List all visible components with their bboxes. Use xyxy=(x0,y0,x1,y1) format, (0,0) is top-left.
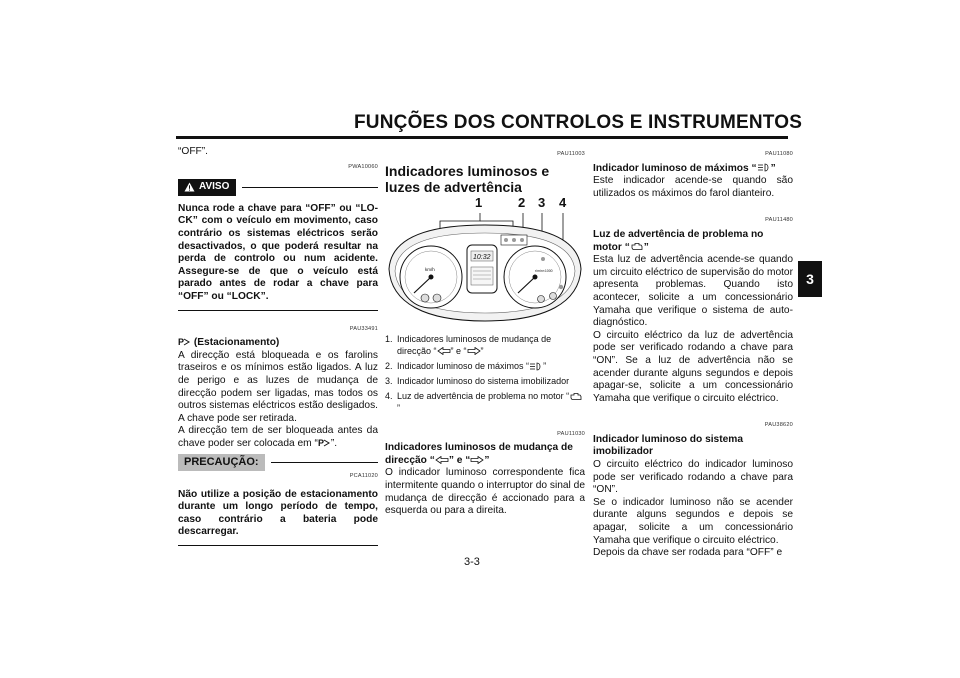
column-2 xyxy=(385,146,585,518)
caution-header xyxy=(178,454,378,471)
code-label: PAU38620 xyxy=(764,422,793,429)
immobilizer-text-2: Se o indicador luminoso não se acender durante alguns segundos e depois se apagar, solicite a um concessionário Yamaha que verifique o circuito eléctrico. xyxy=(593,496,793,546)
column-1 xyxy=(178,146,378,558)
parking-icon xyxy=(318,438,331,448)
column-3 xyxy=(593,146,793,560)
turn-left-icon xyxy=(437,347,451,355)
code-label: PAU11480 xyxy=(765,217,793,224)
warning-badge xyxy=(178,179,236,196)
engine-warning-icon xyxy=(569,392,583,401)
caution-text: Não utilize a posição de estacionamento durante um longo período de tempo, caso contrário a bateria pode descarregar. xyxy=(178,488,378,538)
warning-bottom-rule xyxy=(178,310,378,311)
caution-rule xyxy=(271,462,378,463)
high-beam-text: Este indicador acende-se quando são utilizados os máximos do farol dianteiro. xyxy=(593,175,793,199)
page-title: FUNÇÕES DOS CONTROLOS E INSTRUMENTOS xyxy=(354,112,803,133)
chapter-tab: 3 xyxy=(798,261,822,297)
speed-unit: km/h xyxy=(425,266,435,272)
code-label: PAU11030 xyxy=(557,430,585,437)
parking-icon xyxy=(178,337,191,347)
warning-text: Nunca rode a chave para “OFF” ou “LO-CK” com o veículo em movimento, caso contrário os sistemas eléctricos serão desactivados, o que poderá resultar na perda de controlo ou num acidente. Assegure-se de que o veículo está parado antes de rodar a chave para “OFF” ou “LOCK”. xyxy=(178,202,378,302)
instrument-panel-drawing xyxy=(385,194,585,327)
warning-rule xyxy=(242,187,378,188)
warning-label: AVISO xyxy=(199,181,230,193)
svg-text:P: P xyxy=(317,438,324,449)
turn-signal-title: Indicadores luminosos de mudança de direcção “ ” e “ ” xyxy=(385,442,573,466)
figure-legend xyxy=(385,333,585,414)
engine-warning-text-1: Esta luz de advertência acende-se quando um circuito eléctrico de supervisão do motor apresenta problemas. Quando isto acontecer, solicite a um concessionário Yamaha que verifique o sistema de auto-diagnóstico. xyxy=(593,254,793,329)
code-label: PWA10060 xyxy=(348,163,378,170)
high-beam-title: Indicador luminoso de máximos “ ” xyxy=(593,162,776,174)
callout-3: 3 xyxy=(538,194,546,210)
engine-warning-text-2: O circuito eléctrico da luz de advertência pode ser verificado rodando a chave para “ON”. Se a luz de advertência não se acender durante alguns segundos e depois apagar-se, solicite a um concessionário Yamaha que verifique o circuito eléctrico. xyxy=(593,329,793,404)
code-label: PCA11020 xyxy=(349,473,378,480)
legend-item: 2. Indicador luminoso de máximos “ ” xyxy=(385,360,547,371)
high-beam-icon xyxy=(529,362,543,371)
callout-2: 2 xyxy=(518,194,526,210)
immobilizer-title: Indicador luminoso do sistema imobilizador xyxy=(593,433,744,458)
parking-text-2: A direcção tem de ser bloqueada antes da chave poder ser colocada em “ P ”. xyxy=(178,425,378,449)
legend-item: 1. Indicadores luminosos de mudança de direcção “ ” e “ ” xyxy=(385,333,552,356)
immobilizer-text-1: O circuito eléctrico do indicador luminoso pode ser verificado rodando a chave para “ON”. xyxy=(593,459,793,496)
instrument-panel-figure xyxy=(385,194,585,327)
engine-warning-icon xyxy=(630,242,644,251)
warning-header xyxy=(178,179,378,196)
turn-left-icon xyxy=(435,456,449,464)
code-label: PAU33491 xyxy=(349,325,378,332)
turn-signal-text: O indicador luminoso correspondente fica intermitente quando o interruptor do sinal de mudança de direcção é accionado para a esquerda ou para a direita. xyxy=(385,467,585,517)
clock-display: 10:32 xyxy=(473,253,491,261)
immobilizer-text-3: Depois da chave ser rodada para “OFF” e xyxy=(593,547,783,559)
code-label: PAU11003 xyxy=(557,151,585,157)
code-label: PAU11080 xyxy=(765,151,793,157)
legend-item: 4. Luz de advertência de problema no motor “” xyxy=(385,390,585,414)
tacho-unit: r/min×1000 xyxy=(535,268,553,273)
svg-text:P: P xyxy=(178,337,185,348)
parking-text-1: A direcção está bloqueada e os farolins traseiros e os mínimos estão ligados. A luz de perigo e as luzes de mudança de direcção podem ser ligadas, mas todos os outros sistemas eléctricos estão desligados. A chave pode ser retirada. xyxy=(178,349,378,424)
engine-warning-title: Luz de advertência de problema no motor “ ” xyxy=(593,228,764,253)
callout-1: 1 xyxy=(475,194,483,210)
turn-right-icon xyxy=(470,456,484,464)
high-beam-icon xyxy=(757,163,771,172)
section-title: Indicadores luminosos e luzes de advertência xyxy=(385,162,550,195)
caution-bottom-rule xyxy=(178,545,378,546)
page-number: 3-3 xyxy=(464,556,480,568)
warning-triangle-icon xyxy=(184,182,195,192)
callout-4: 4 xyxy=(559,194,567,210)
parking-title: P (Estacionamento) xyxy=(178,337,280,349)
legend-item: 3. Indicador luminoso do sistema imobilizador xyxy=(385,375,570,386)
off-text: “OFF”. xyxy=(178,146,208,157)
turn-right-icon xyxy=(467,347,481,355)
header-rule xyxy=(176,136,788,139)
caution-badge: PRECAUÇÃO: xyxy=(178,454,265,471)
